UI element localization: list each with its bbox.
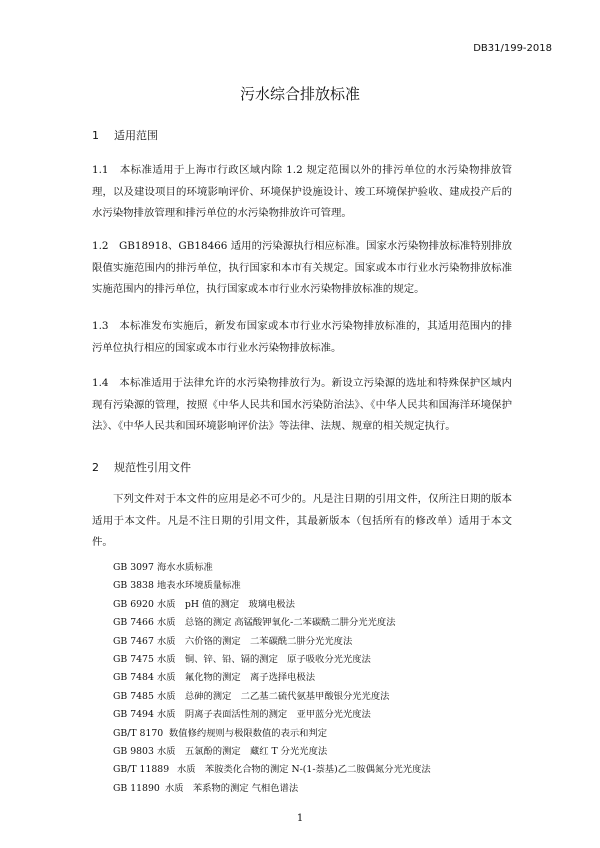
reference-item — [113, 559, 431, 577]
reference-code: GB 3097 — [113, 562, 154, 573]
paragraph-1-3: 1.3 本标准发布实施后，新发布国家或本市行业水污染物排放标准的，其适用范围内的排污单位执行相应的国家或本市行业水污染物排放标准。 — [92, 320, 512, 354]
reference-title: 地表水环境质量标准 — [157, 580, 241, 592]
references-intro: 下列文件对于本文件的应用是必不可少的。凡是注日期的引用文件，仅所注日期的版本适用于本文件。凡是不注日期的引用文件，其最新版本（包括所有的修改单）适用于本文件。 — [92, 493, 512, 548]
paragraph-1-4: 1.4 本标准适用于法律允许的水污染物排放行为。新设立污染源的选址和特殊保护区域内现有污染源的管理，按照《中华人民共和国水污染防治法》、《中华人民共和国海洋环境保护法》、《中华人民共和国环境影响评价法》等法律、法规、规章的相关规定执行。 — [92, 377, 512, 432]
reference-title: 水质 阴离子表面活性剂的测定 亚甲蓝分光光度法 — [157, 709, 371, 721]
reference-title: 水质 氟化物的测定 离子选择电极法 — [157, 672, 316, 684]
section-label: 规范性引用文件 — [114, 461, 191, 474]
section-number: 1 — [92, 129, 99, 142]
reference-title: 水质 苯胺类化合物的测定 N-(1-萘基)乙二胺偶氮分光光度法 — [177, 764, 431, 776]
reference-code: GB 6920 — [113, 598, 154, 610]
reference-item — [113, 669, 431, 687]
reference-item — [113, 743, 431, 761]
reference-code: GB 7485 — [113, 690, 154, 702]
reference-item — [113, 688, 431, 706]
document-id: DB31/199-2018 — [473, 43, 552, 54]
reference-item — [113, 761, 431, 779]
reference-title: 水质 六价铬的测定 二苯碳酰二肼分光光度法 — [157, 635, 353, 647]
reference-item — [113, 651, 431, 669]
reference-title: 数值修约规则与极限数值的表示和判定 — [169, 727, 328, 739]
reference-item — [113, 633, 431, 651]
reference-code: GB 7467 — [113, 635, 154, 647]
reference-item — [113, 614, 431, 632]
reference-title: 水质 总铬的测定 高锰酸钾氧化-二苯碳酰二肼分光光度法 — [157, 617, 396, 629]
reference-title: 水质 铜、锌、铅、镉的测定 原子吸收分光光度法 — [157, 654, 371, 666]
reference-code: GB 7494 — [113, 709, 154, 721]
reference-title: 水质 总砷的测定 二乙基二硫代氨基甲酸银分光光度法 — [157, 690, 390, 702]
paragraph-1-2: 1.2 GB18918、GB18466 适用的污染源执行相应标准。国家水污染物排放标准特别排放限值实施范围内的排污单位，执行国家和本市有关规定。国家或本市行业水污染物排放标准实施范围内的排污单位，执行国家或本市行业水污染物排放标准的规定。 — [92, 240, 512, 295]
reference-code: GB 7466 — [113, 617, 154, 629]
document-title: 污水综合排放标准 — [239, 85, 360, 103]
reference-code: GB 11890 — [113, 782, 160, 794]
reference-item — [113, 596, 431, 614]
reference-code: GB 7484 — [113, 672, 154, 684]
reference-code: GB/T 8170 — [113, 727, 164, 739]
reference-code: GB 7475 — [113, 654, 154, 666]
section-heading-scope — [92, 127, 158, 143]
reference-item — [113, 780, 431, 798]
section-number: 2 — [92, 461, 99, 474]
reference-title: 水质 pH 值的测定 玻璃电极法 — [157, 598, 295, 610]
reference-title: 海水水质标准 — [157, 562, 213, 573]
reference-code: GB/T 11889 — [113, 764, 170, 776]
reference-item — [113, 725, 431, 743]
reference-item — [113, 577, 431, 595]
reference-list — [113, 559, 431, 798]
reference-title: 水质 苯系物的测定 气相色谱法 — [165, 782, 299, 794]
paragraph-1-1: 1.1 本标准适用于上海市行政区域内除 1.2 规定范围以外的排污单位的水污染物排放管理，以及建设项目的环境影响评价、环境保护设施设计、竣工环境保护验收、建成投产后的水污染物排放管理和排污单位的水污染物排放许可管理。 — [92, 164, 512, 219]
reference-code: GB 3838 — [113, 580, 154, 592]
page-number: 1 — [296, 813, 304, 824]
reference-code: GB 9803 — [113, 746, 154, 758]
section-heading-references — [92, 459, 191, 475]
reference-item — [113, 706, 431, 724]
section-label: 适用范围 — [114, 129, 158, 142]
reference-title: 水质 五氯酚的测定 藏红 T 分光光度法 — [157, 746, 328, 758]
